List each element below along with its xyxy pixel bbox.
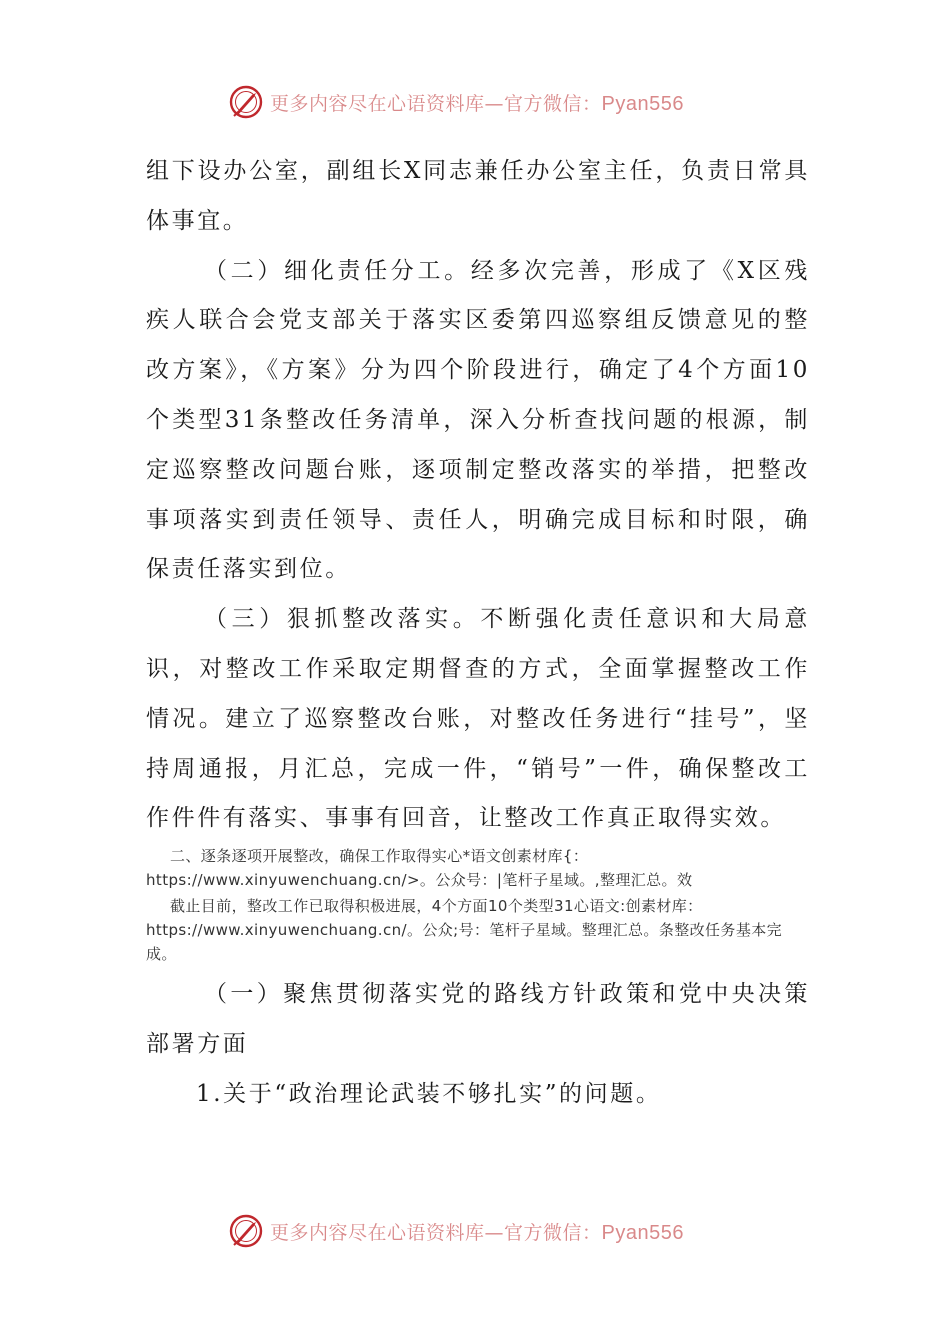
footer-banner-text: 更多内容尽在心语资料库—官方微信：Pyan556	[270, 1221, 684, 1244]
document-body	[146, 147, 810, 1120]
footer-banner[interactable]	[228, 1211, 684, 1251]
pen-logo-icon	[228, 1213, 264, 1249]
paragraph-rectification-implementation: （三）狠抓整改落实。不断强化责任意识和大局意识，对整改工作采取定期督查的方式，全面掌握整改工作情况。建立了巡察整改台账，对整改任务进行“挂号”，坚持周通报，月汇总，完成一件，“销号”一件，确保整改工作件件有落实、事事有回音，让整改工作真正取得实效。	[146, 606, 810, 832]
header-banner[interactable]	[228, 82, 684, 122]
item-1: 1.关于“政治理论武装不够扎实”的问题。	[196, 1080, 662, 1107]
header-banner-text: 更多内容尽在心语资料库—官方微信：Pyan556	[270, 92, 684, 115]
small-note-1: 二、逐条逐项开展整改，确保工作取得实心*语文创素材库{：https://www.xinyuwenchuang.cn/>。公众号：|笔杆子星域。,整理汇总。效	[146, 847, 693, 890]
pen-logo-icon	[228, 84, 264, 120]
small-note-2: 截止目前，整改工作已取得积极进展，4个方面10个类型31心语文:创素材库：https://www.xinyuwenchuang.cn/。公众;号：笔杆子星域。整理汇总。条整改任务基本完成。	[146, 897, 783, 964]
section-heading: （一）聚焦贯彻落实党的路线方针政策和党中央决策部署方面	[146, 981, 810, 1057]
paragraph-responsibility-division: （二）细化责任分工。经多次完善，形成了《X区残疾人联合会党支部关于落实区委第四巡察组反馈意见的整改方案》，《方案》分为四个阶段进行，确定了4个方面10个类型31条整改任务清单，深入分析查找问题的根源，制定巡察整改问题台账，逐项制定整改落实的举措，把整改事项落实到责任领导、责任人，明确完成目标和时限，确保责任落实到位。	[146, 257, 810, 583]
paragraph-continuation: 组下设办公室，副组长X同志兼任办公室主任，负责日常具体事宜。	[146, 158, 810, 234]
